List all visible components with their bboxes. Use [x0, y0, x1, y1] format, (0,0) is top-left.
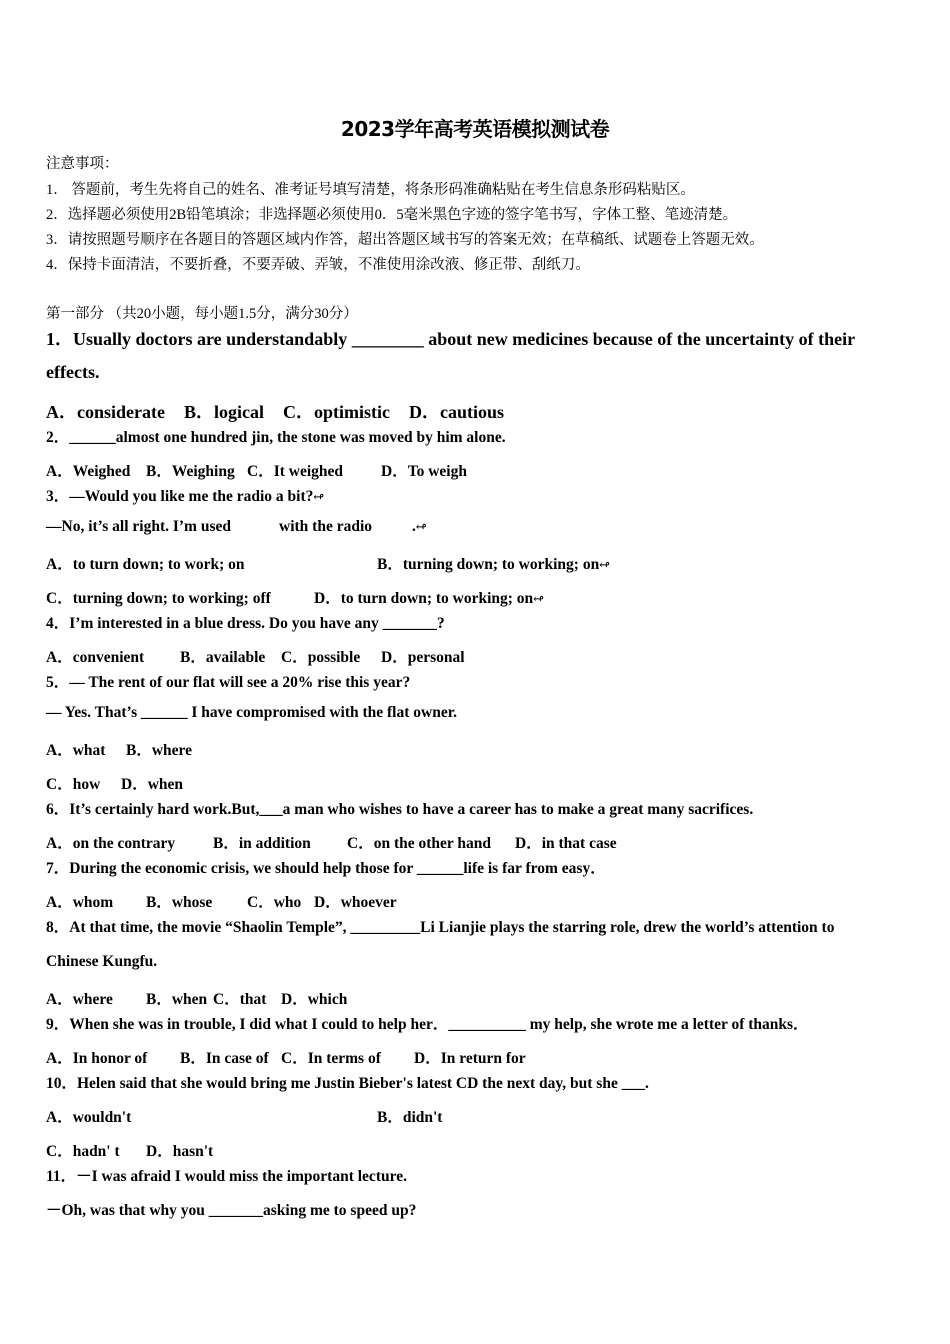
q1-stem-line1: 1．Usually doctors are understandably ________ about new medicines because of the uncertainty of their: [46, 329, 856, 349]
q3-option-b: B．turning down; to working; on: [377, 556, 600, 573]
q2-option-d[interactable]: D．To weigh: [381, 463, 467, 480]
notice-item-4: 4．保持卡面清洁，不要折叠，不要弄破、弄皱，不准使用涂改液、修正带、刮纸刀。: [46, 257, 590, 273]
q5-option-b[interactable]: B．where: [126, 742, 193, 759]
q7-stem: 7．During the economic crisis, we should help those for ______life is far from easy．: [46, 860, 606, 877]
q4-option-b[interactable]: B．available: [180, 649, 266, 666]
q8-option-b[interactable]: B．when: [146, 991, 208, 1008]
q8-stem-line1: 8．At that time, the movie “Shaolin Temple”, _________Li Lianjie plays the starring role, drew the world’s attention to: [46, 919, 835, 936]
q10-stem: 10．Helen said that she would bring me Justin Bieber's latest CD the next day, but she ___.: [46, 1075, 649, 1092]
q5-reply: — Yes. That’s ______ I have compromised with the flat owner.: [46, 704, 458, 721]
return-mark-icon: ↫: [415, 519, 427, 534]
q6-option-a[interactable]: A．on the contrary: [46, 835, 176, 852]
q2-option-a[interactable]: A．Weighed: [46, 463, 131, 480]
return-mark-icon: ↫: [599, 557, 611, 572]
q9-option-c[interactable]: C．In terms of: [281, 1050, 381, 1067]
q2-option-c[interactable]: C．It weighed: [247, 463, 344, 480]
q5-option-d[interactable]: D．when: [121, 776, 184, 793]
q6-stem: 6．It’s certainly hard work.But,___a man who wishes to have a career has to make a great many sacrifices.: [46, 801, 754, 818]
section-heading: 第一部分 （共20小题，每小题1.5分，满分30分）: [46, 306, 358, 322]
q3-reply-c-row: [412, 518, 427, 536]
q3-option-a[interactable]: A．to turn down; to work; on: [46, 556, 245, 573]
notice-item-2: 2．选择题必须使用2B铅笔填涂；非选择题必须使用0．5毫米黑色字迹的签字笔书写，字体工整、笔迹清楚。: [46, 207, 738, 223]
q11-reply: －Oh, was that why you _______asking me to speed up?: [46, 1202, 417, 1219]
q9-stem: 9．When she was in trouble, I did what I could to help her．__________ my help, she wrote me a letter of thanks．: [46, 1016, 809, 1033]
q1-stem-line2: effects.: [46, 362, 100, 382]
q11-stem: 11．－I was afraid I would miss the important lecture.: [46, 1168, 407, 1185]
q4-option-d[interactable]: D．personal: [381, 649, 465, 666]
q3-option-c[interactable]: C．turning down; to working; off: [46, 590, 271, 607]
notice-item-3: 3．请按照题号顺序在各题目的答题区域内作答，超出答题区域书写的答案无效；在草稿纸、试题卷上答题无效。: [46, 232, 764, 248]
q5-stem: 5．— The rent of our flat will see a 20% rise this year?: [46, 674, 411, 691]
q7-option-d[interactable]: D．whoever: [314, 894, 397, 911]
q3-stem-row: [46, 484, 324, 506]
q7-option-b[interactable]: B．whose: [146, 894, 213, 911]
q6-option-c[interactable]: C．on the other hand: [347, 835, 491, 852]
q1-option-c[interactable]: C．optimistic: [283, 402, 390, 422]
notice-item-1: 1． 答题前，考生先将自己的姓名、准考证号填写清楚，将条形码准确粘贴在考生信息条形码粘贴区。: [46, 182, 695, 198]
q9-option-a[interactable]: A．In honor of: [46, 1050, 148, 1067]
q4-option-c[interactable]: C．possible: [281, 649, 361, 666]
q8-option-a[interactable]: A．where: [46, 991, 113, 1008]
q6-option-d[interactable]: D．in that case: [515, 835, 617, 852]
q10-option-d[interactable]: D．hasn't: [146, 1143, 214, 1160]
q3-reply-b: with the radio: [279, 518, 372, 535]
q9-option-d[interactable]: D．In return for: [414, 1050, 526, 1067]
page-title: 2023学年高考英语模拟测试卷: [340, 117, 610, 141]
q8-stem-line2: Chinese Kungfu.: [46, 953, 158, 970]
q4-stem: 4．I’m interested in a blue dress. Do you have any _______?: [46, 615, 445, 632]
q2-option-b[interactable]: B．Weighing: [146, 463, 235, 480]
q7-option-a[interactable]: A．whom: [46, 894, 114, 911]
q3-option-d: D．to turn down; to working; on: [314, 590, 534, 607]
return-mark-icon: ↫: [533, 591, 545, 606]
q8-option-d[interactable]: D．which: [281, 991, 348, 1008]
q9-option-b[interactable]: B．In case of: [180, 1050, 269, 1067]
q8-option-c[interactable]: C．that: [213, 991, 267, 1008]
q3-reply-c: .: [412, 518, 416, 535]
q10-option-b[interactable]: B．didn't: [377, 1109, 443, 1126]
q1-option-a[interactable]: A．considerate: [46, 402, 165, 422]
return-mark-icon: ↫: [313, 489, 325, 504]
q4-option-a[interactable]: A．convenient: [46, 649, 145, 666]
q7-option-c[interactable]: C．who: [247, 894, 302, 911]
notice-heading: 注意事项：: [46, 156, 119, 172]
q1-option-b[interactable]: B．logical: [184, 402, 264, 422]
q2-stem: 2．______almost one hundred jin, the stone was moved by him alone.: [46, 429, 506, 446]
q6-option-b[interactable]: B．in addition: [213, 835, 311, 852]
q3-stem: 3．—Would you like me the radio a bit?: [46, 488, 314, 505]
q10-option-c[interactable]: C．hadn' t: [46, 1143, 120, 1160]
q10-option-a[interactable]: A．wouldn't: [46, 1109, 132, 1126]
q3-reply-a: —No, it’s all right. I’m used: [46, 518, 231, 535]
q5-option-a[interactable]: A．what: [46, 742, 106, 759]
q5-option-c[interactable]: C．how: [46, 776, 101, 793]
q3-option-b-row[interactable]: [377, 552, 610, 574]
q1-option-d[interactable]: D．cautious: [409, 402, 505, 422]
q3-option-d-row[interactable]: [314, 586, 544, 608]
